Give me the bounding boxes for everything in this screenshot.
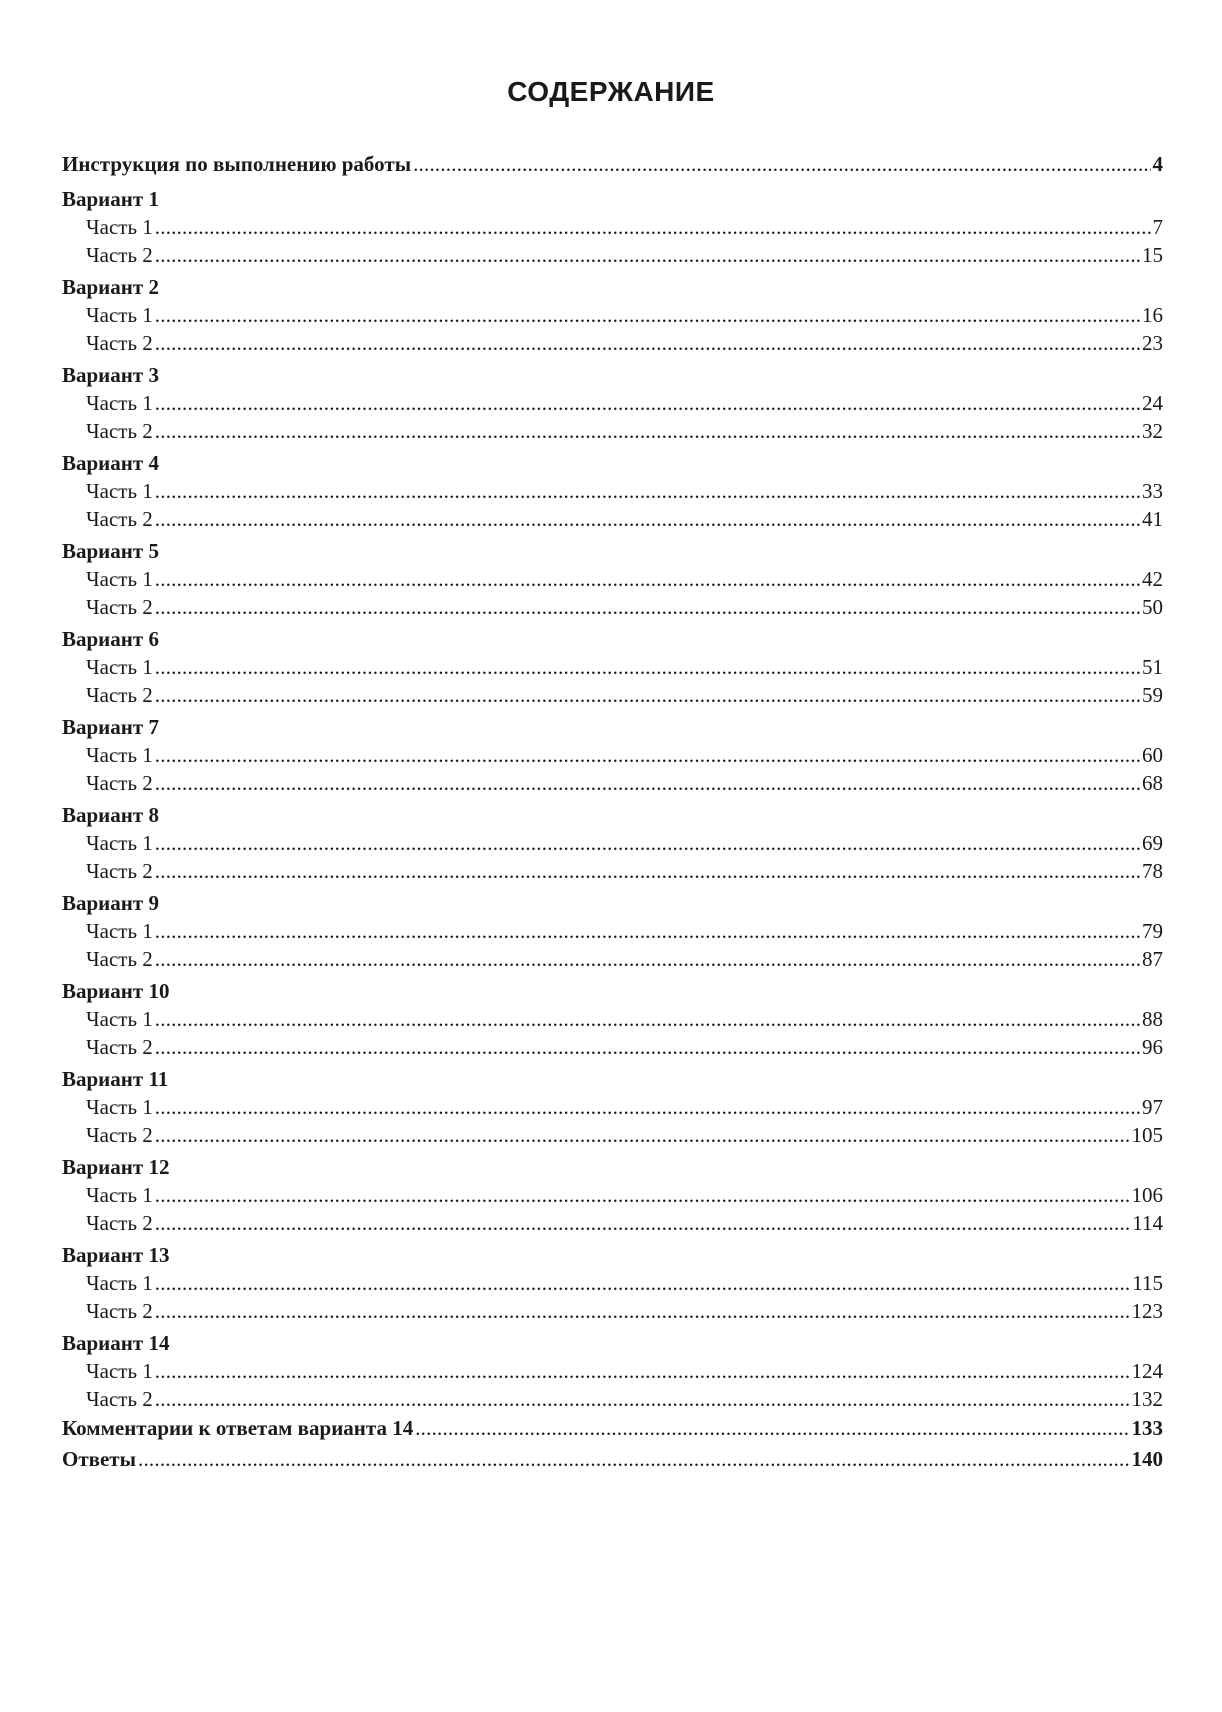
toc-page-number: 79 bbox=[1142, 918, 1163, 943]
toc-part-label: Часть 2 bbox=[86, 1299, 153, 1323]
toc-part-entry[interactable] bbox=[62, 1005, 1163, 1034]
toc-part-label: Часть 2 bbox=[86, 331, 153, 355]
toc-part-entry[interactable] bbox=[62, 329, 1163, 358]
toc-part-entry[interactable] bbox=[62, 417, 1163, 446]
toc-page-number: 42 bbox=[1142, 566, 1163, 591]
toc-page-number: 51 bbox=[1142, 654, 1163, 679]
toc-part-label: Часть 2 bbox=[86, 683, 153, 707]
dot-leader bbox=[155, 1357, 1130, 1386]
toc-page-number: 106 bbox=[1131, 1182, 1163, 1207]
dot-leader bbox=[155, 1093, 1140, 1122]
toc-part-label: Часть 1 bbox=[86, 1182, 153, 1207]
toc-variant-section bbox=[62, 534, 1163, 622]
toc-page-number: 24 bbox=[1142, 390, 1163, 415]
toc-part-entry[interactable] bbox=[62, 505, 1163, 534]
toc-part-entry[interactable] bbox=[62, 1269, 1163, 1298]
toc-page-number: 69 bbox=[1142, 830, 1163, 855]
toc-page-number: 96 bbox=[1142, 1035, 1163, 1059]
page-title: СОДЕРЖАНИЕ bbox=[507, 76, 715, 107]
toc-variant-heading[interactable]: Вариант 13 bbox=[62, 1242, 170, 1267]
toc-page-number: 23 bbox=[1142, 331, 1163, 355]
toc-variant-section bbox=[62, 1238, 1163, 1326]
toc-page-number: 41 bbox=[1142, 507, 1163, 531]
toc-page-number: 140 bbox=[1131, 1447, 1163, 1471]
toc-page-number: 68 bbox=[1142, 771, 1163, 795]
dot-leader bbox=[155, 1385, 1130, 1414]
dot-leader bbox=[155, 829, 1140, 858]
toc-page-number: 114 bbox=[1132, 1211, 1163, 1235]
toc-part-entry[interactable] bbox=[62, 1093, 1163, 1122]
dot-leader bbox=[155, 213, 1151, 242]
toc-part-entry[interactable] bbox=[62, 1033, 1163, 1062]
dot-leader bbox=[155, 741, 1140, 770]
dot-leader bbox=[155, 329, 1140, 358]
toc-variant-heading[interactable]: Вариант 1 bbox=[62, 186, 159, 211]
dot-leader bbox=[155, 593, 1140, 622]
dot-leader bbox=[155, 1297, 1130, 1326]
toc-page-number: 33 bbox=[1142, 478, 1163, 503]
toc-part-label: Часть 2 bbox=[86, 947, 153, 971]
toc-entry-label: Инструкция по выполнению работы bbox=[62, 152, 412, 176]
toc-variant-heading[interactable]: Вариант 10 bbox=[62, 978, 170, 1003]
dot-leader bbox=[155, 1181, 1130, 1210]
dot-leader bbox=[155, 1269, 1130, 1298]
toc-part-label: Часть 1 bbox=[86, 742, 153, 767]
toc-entry-label: Ответы bbox=[62, 1447, 137, 1471]
toc-page-number: 105 bbox=[1131, 1123, 1163, 1147]
toc-page-number: 87 bbox=[1142, 947, 1163, 971]
toc-part-entry[interactable] bbox=[62, 593, 1163, 622]
toc-part-entry[interactable] bbox=[62, 769, 1163, 798]
toc-part-label: Часть 1 bbox=[86, 1358, 153, 1383]
toc-part-label: Часть 1 bbox=[86, 390, 153, 415]
toc-page-number: 132 bbox=[1131, 1387, 1163, 1411]
toc-part-label: Часть 1 bbox=[86, 654, 153, 679]
toc-part-label: Часть 1 bbox=[86, 1270, 153, 1295]
toc-page-number: 4 bbox=[1152, 152, 1163, 176]
toc-part-entry[interactable] bbox=[62, 945, 1163, 974]
toc-part-label: Часть 2 bbox=[86, 595, 153, 619]
toc-variant-section bbox=[62, 622, 1163, 710]
dot-leader bbox=[155, 389, 1140, 418]
toc-page-number: 88 bbox=[1142, 1006, 1163, 1031]
toc-part-label: Часть 2 bbox=[86, 771, 153, 795]
dot-leader bbox=[155, 1005, 1140, 1034]
dot-leader bbox=[155, 917, 1140, 946]
dot-leader bbox=[155, 417, 1140, 446]
toc-part-entry[interactable] bbox=[62, 477, 1163, 506]
toc-part-entry[interactable] bbox=[62, 241, 1163, 270]
toc-part-label: Часть 1 bbox=[86, 1006, 153, 1031]
toc-part-entry[interactable] bbox=[62, 857, 1163, 886]
toc-part-entry[interactable] bbox=[62, 565, 1163, 594]
toc-part-label: Часть 2 bbox=[86, 859, 153, 883]
toc-part-label: Часть 2 bbox=[86, 1035, 153, 1059]
toc-page-number: 32 bbox=[1142, 419, 1163, 443]
toc-part-label: Часть 2 bbox=[86, 1387, 153, 1411]
toc-variant-section bbox=[62, 886, 1163, 974]
toc-part-label: Часть 2 bbox=[86, 419, 153, 443]
toc-variant-heading[interactable]: Вариант 3 bbox=[62, 362, 159, 387]
toc-entry-instructions[interactable] bbox=[62, 150, 1163, 179]
toc-part-label: Часть 1 bbox=[86, 478, 153, 503]
toc-variant-heading[interactable]: Вариант 4 bbox=[62, 450, 159, 475]
toc-part-entry[interactable] bbox=[62, 389, 1163, 418]
toc-part-label: Часть 1 bbox=[86, 1094, 153, 1119]
dot-leader bbox=[155, 241, 1140, 270]
toc-variant-section bbox=[62, 182, 1163, 270]
dot-leader bbox=[155, 1033, 1140, 1062]
toc-entry-comments[interactable] bbox=[62, 1414, 1163, 1443]
toc-page-number: 59 bbox=[1142, 683, 1163, 707]
toc-part-entry[interactable] bbox=[62, 1181, 1163, 1210]
dot-leader bbox=[155, 945, 1140, 974]
toc-part-entry[interactable] bbox=[62, 1121, 1163, 1150]
toc-part-entry[interactable] bbox=[62, 917, 1163, 946]
dot-leader bbox=[155, 653, 1140, 682]
toc-part-entry[interactable] bbox=[62, 741, 1163, 770]
toc-part-entry[interactable] bbox=[62, 1209, 1163, 1238]
dot-leader bbox=[155, 505, 1140, 534]
toc-variant-section bbox=[62, 270, 1163, 358]
toc-variant-section bbox=[62, 358, 1163, 446]
toc-part-entry[interactable] bbox=[62, 1357, 1163, 1386]
toc-variant-heading[interactable]: Вариант 8 bbox=[62, 802, 159, 827]
toc-part-entry[interactable] bbox=[62, 301, 1163, 330]
toc-part-entry[interactable] bbox=[62, 1297, 1163, 1326]
toc-page-number: 115 bbox=[1132, 1270, 1163, 1295]
toc-part-label: Часть 2 bbox=[86, 243, 153, 267]
variants-list bbox=[62, 182, 1163, 1414]
toc-variant-section bbox=[62, 446, 1163, 534]
toc-part-entry[interactable] bbox=[62, 1385, 1163, 1414]
toc-variant-heading[interactable]: Вариант 6 bbox=[62, 626, 159, 651]
dot-leader bbox=[155, 681, 1140, 710]
toc-page-number: 124 bbox=[1131, 1358, 1163, 1383]
toc-part-entry[interactable] bbox=[62, 213, 1163, 242]
toc-part-label: Часть 1 bbox=[86, 302, 153, 327]
toc-entry-label: Комментарии к ответам варианта 14 bbox=[62, 1415, 414, 1440]
toc-variant-section bbox=[62, 1150, 1163, 1238]
toc-page-number: 123 bbox=[1131, 1299, 1163, 1323]
table-of-contents bbox=[62, 150, 1163, 1477]
toc-variant-heading[interactable]: Вариант 14 bbox=[62, 1330, 170, 1355]
toc-page-number: 97 bbox=[1142, 1094, 1163, 1119]
dot-leader bbox=[155, 769, 1140, 798]
toc-part-entry[interactable] bbox=[62, 653, 1163, 682]
dot-leader bbox=[138, 1445, 1129, 1474]
toc-page-number: 133 bbox=[1131, 1415, 1163, 1440]
toc-page-number: 50 bbox=[1142, 595, 1163, 619]
toc-variant-heading[interactable]: Вариант 12 bbox=[62, 1154, 170, 1179]
toc-page-number: 16 bbox=[1142, 302, 1163, 327]
toc-variant-section bbox=[62, 974, 1163, 1062]
toc-part-label: Часть 1 bbox=[86, 566, 153, 591]
toc-variant-heading[interactable]: Вариант 5 bbox=[62, 538, 159, 563]
dot-leader bbox=[413, 150, 1150, 179]
toc-variant-heading[interactable]: Вариант 9 bbox=[62, 890, 159, 915]
toc-variant-section bbox=[62, 710, 1163, 798]
toc-variant-section bbox=[62, 1062, 1163, 1150]
dot-leader bbox=[155, 565, 1140, 594]
toc-variant-heading[interactable]: Вариант 2 bbox=[62, 274, 159, 299]
toc-variant-section bbox=[62, 1326, 1163, 1414]
dot-leader bbox=[155, 301, 1140, 330]
toc-entry-answers[interactable] bbox=[62, 1445, 1163, 1474]
toc-page-number: 15 bbox=[1142, 243, 1163, 267]
dot-leader bbox=[415, 1414, 1129, 1443]
dot-leader bbox=[155, 857, 1140, 886]
dot-leader bbox=[155, 1121, 1130, 1150]
toc-part-entry[interactable] bbox=[62, 681, 1163, 710]
dot-leader bbox=[155, 1209, 1130, 1238]
toc-page-number: 7 bbox=[1152, 214, 1163, 239]
toc-page-number: 78 bbox=[1142, 859, 1163, 883]
toc-part-label: Часть 1 bbox=[86, 918, 153, 943]
toc-variant-heading[interactable]: Вариант 11 bbox=[62, 1066, 169, 1091]
toc-variant-heading[interactable]: Вариант 7 bbox=[62, 714, 159, 739]
toc-part-label: Часть 1 bbox=[86, 214, 153, 239]
toc-page-number: 60 bbox=[1142, 742, 1163, 767]
dot-leader bbox=[155, 477, 1140, 506]
toc-part-entry[interactable] bbox=[62, 829, 1163, 858]
toc-part-label: Часть 2 bbox=[86, 1211, 153, 1235]
toc-variant-section bbox=[62, 798, 1163, 886]
toc-part-label: Часть 2 bbox=[86, 507, 153, 531]
toc-part-label: Часть 2 bbox=[86, 1123, 153, 1147]
toc-part-label: Часть 1 bbox=[86, 830, 153, 855]
